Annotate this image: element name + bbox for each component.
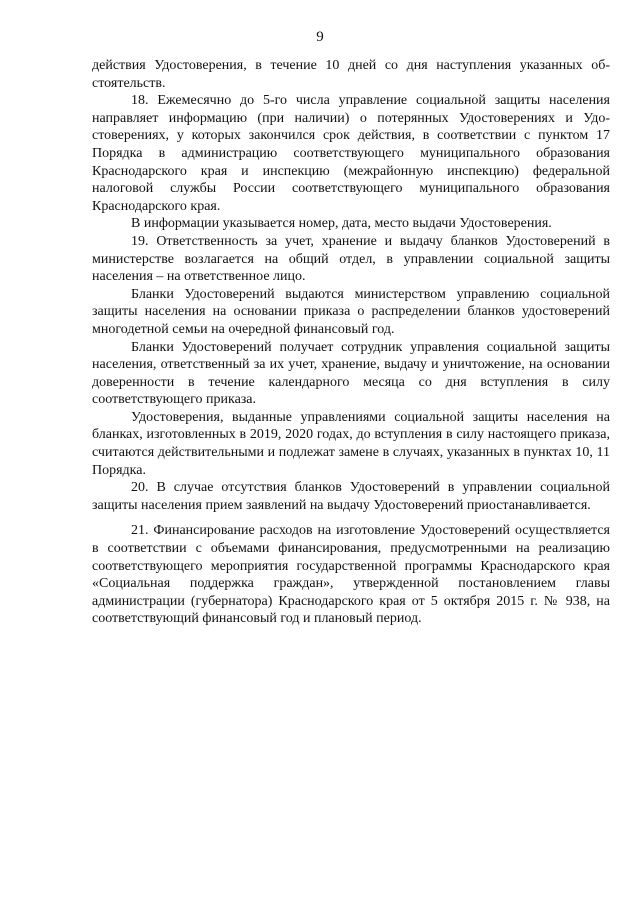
paragraph-continuation: действия Удостоверения, в течение 10 дней со дня наступления указанных обстоятельств. [92,58,610,91]
paragraph-blanks-issuance: Бланки Удостоверений выдаются министерством управлению социальной защиты населения на основании приказа о распределении бланков удостоверений многодетной семьи на очередной финансовый год. [92,286,610,337]
paragraph-item-19: 19. Ответственность за учет, хранение и выдачу бланков Удостоверений в министерстве возлагается на общий отдел, в управлении социальной защиты населения – на ответственное лицо. [92,233,610,285]
paragraph-blanks-receipt: Бланки Удостоверений получает сотрудник управления социальной защиты населения, ответственный за их учет, хранение, выдачу и уничтожение, на основании доверенности в течение календарного месяца со дня вступления в силу соответствующего приказа. [92,339,610,408]
paragraph-previous-certificates: Удостоверения, выданные управлениями социальной защиты населения на бланках, изготовленных в 2019, 2020 годах, до вступления в силу настоящего приказа, считаются действительными и подлежат замене в случаях, указанных в пунктах 10, 11 Порядка. [92,409,610,478]
document-body [92,57,610,628]
paragraph-item-18: 18. Ежемесячно до 5-го числа управление социальной защиты населения направляет информацию (при наличии) о потерянных Удостоверениях и Удостоверениях, у которых закончился срок действия, в соответствии с пунктом 17 Порядка в администрацию соответствующего муниципального образования Краснодарского края и инспекцию (межрайонную инспекцию) федеральной налоговой службы России соответствующего муниципального образования Краснодарского края. [92,93,610,214]
page-number: 9 [316,29,324,45]
paragraph-item-20: 20. В случае отсутствия бланков Удостоверений в управлении социальной защиты населения прием заявлений на выдачу Удостоверений приостанавливается. [92,480,610,513]
paragraph-item-21: 21. Финансирование расходов на изготовление Удостоверений осуществляется в соответствии с объемами финансирования, предусмотренными на реализацию соответствующего мероприятия государственной программы Краснодарского края «Социальная поддержка граждан», утвержденной постановлением главы администрации (губернатора) Краснодарского края от 5 октября 2015 г. № 938, на соответствующий финансовый год и плановый период. [92,523,610,627]
paragraph-information-details: В информации указывается номер, дата, место выдачи Удостоверения. [131,216,552,232]
